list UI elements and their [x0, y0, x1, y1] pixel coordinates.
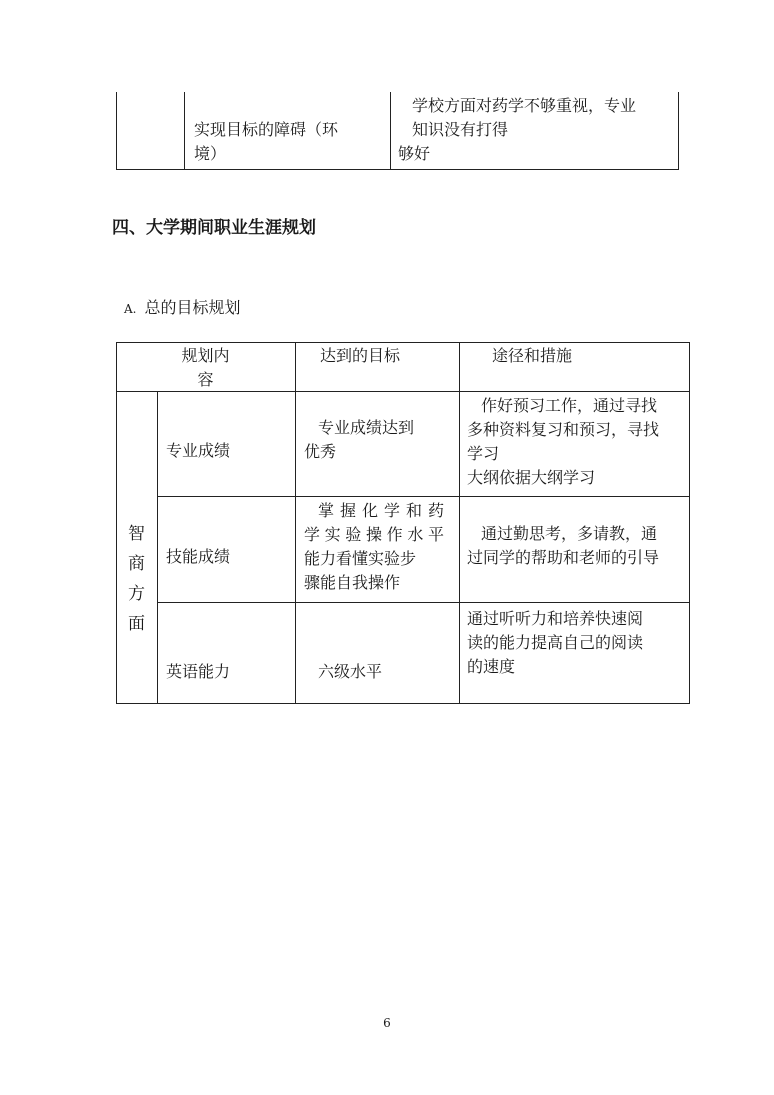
measures-major-line1: 作好预习工作，通过寻找: [481, 396, 658, 415]
section-heading: 四、大学期间职业生涯规划: [112, 218, 316, 238]
category-char-1: 智: [128, 524, 145, 544]
header-plan-content-line2: 容: [197, 370, 214, 389]
obstacle-row-content: [398, 94, 674, 166]
obstacle-content-line2: 知识没有打得: [412, 120, 509, 139]
subsection-title: 总的目标规划: [144, 298, 241, 317]
obstacle-label-line2: 境）: [194, 144, 227, 163]
row-measures-skill: [467, 522, 685, 570]
row-measures-major: [467, 394, 685, 490]
obstacle-content-line1: 学校方面对药学不够重视，专业: [412, 96, 637, 115]
header-target: 达到的目标: [320, 346, 401, 365]
measures-skill-line1: 通过勤思考，多请教，通: [481, 524, 658, 543]
obstacle-label-line1: 实现目标的障碍（环: [194, 120, 339, 139]
target-skill-line4: 骤能自我操作: [304, 573, 401, 592]
obstacle-row-label: [194, 118, 384, 166]
row-target-major: [304, 416, 454, 464]
category-char-3: 方: [128, 584, 145, 604]
measures-major-line3: 学习: [467, 444, 500, 463]
row-target-skill: [304, 499, 444, 595]
page-number: 6: [383, 1016, 391, 1030]
category-char-2: 商: [128, 554, 145, 574]
row-measures-english: [467, 607, 685, 679]
header-plan-content: [116, 344, 295, 392]
target-skill-line1: 掌握化学和药: [318, 501, 444, 520]
target-skill-line2: 学实验操作水平: [304, 525, 444, 544]
category-intellect: [116, 519, 157, 639]
measures-english-line1: 通过听听力和培养快速阅: [467, 609, 644, 628]
category-char-4: 面: [128, 614, 145, 634]
target-major-line1: 专业成绩达到: [318, 418, 415, 437]
subsection-heading: [124, 296, 241, 321]
measures-skill-line2: 过同学的帮助和老师的引导: [467, 548, 660, 567]
target-major-line2: 优秀: [304, 442, 337, 461]
subsection-label: A.: [124, 302, 137, 316]
row-item-skill: 技能成绩: [166, 547, 231, 566]
row-item-english: 英语能力: [166, 662, 231, 681]
target-skill-line3: 能力看懂实验步: [304, 549, 417, 568]
obstacle-content-line3: 够好: [398, 144, 431, 163]
measures-major-line4: 大纲依据大纲学习: [467, 468, 596, 487]
measures-english-line3: 的速度: [467, 657, 516, 676]
measures-english-line2: 读的能力提高自己的阅读: [467, 633, 644, 652]
measures-major-line2: 多种资料复习和预习，寻找: [467, 420, 660, 439]
header-measures: 途径和措施: [492, 346, 573, 365]
row-target-english: 六级水平: [318, 662, 383, 681]
header-plan-content-line1: 规划内: [181, 346, 230, 365]
row-item-major: 专业成绩: [166, 441, 231, 460]
